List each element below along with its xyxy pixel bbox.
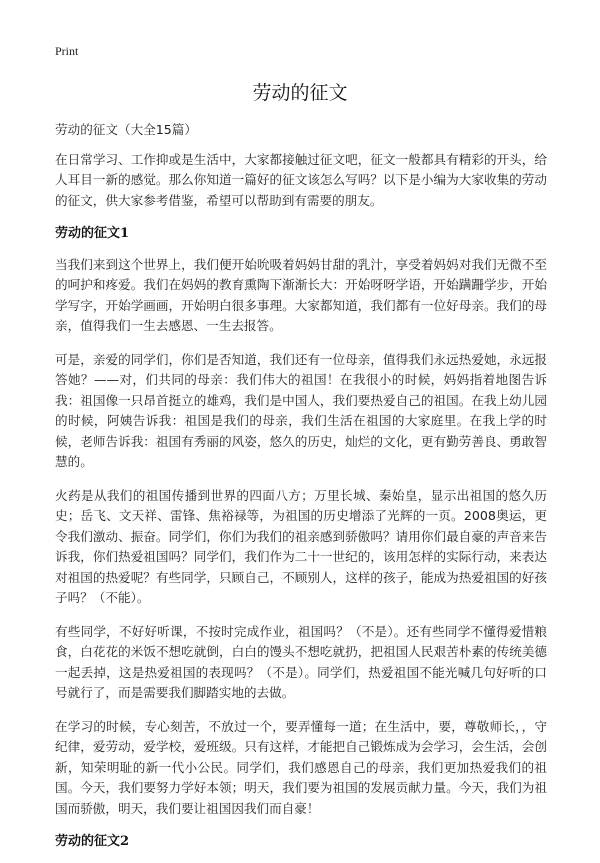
section-heading-2: 劳动的征文2 — [55, 834, 130, 849]
document-body — [55, 120, 547, 863]
section-1-paragraph-2: 可是，亲爱的同学们，你们是否知道，我们还有一位母亲，值得我们永远热爱她，永远报答她？——对，们共同的母亲：我们伟大的祖国！在我很小的时候，妈妈指着地图告诉我：祖国像一只昂首挺立的雄鸡，我们是中国人，我们要热爱自己的祖国。在我上幼儿园的时候，阿姨告诉我：祖国是我们的母亲，我们生活在祖国的大家庭里。在我上学的时候，老师告诉我：祖国有秀丽的风姿，悠久的历史，灿烂的文化，更有勤劳善良、勇敢智慧的。 — [55, 351, 547, 469]
page-title: 劳动的征文 — [252, 82, 348, 104]
intro-paragraph: 在日常学习、工作抑或是生活中，大家都接触过征文吧，征文一般都具有精彩的开头，给人耳目一新的感觉。那么你知道一篇好的征文该怎么写吗？以下是小编为大家收集的劳动的征文，供大家参考借鉴，希望可以帮助到有需要的朋友。 — [55, 151, 547, 208]
section-heading-1: 劳动的征文1 — [55, 226, 130, 241]
section-1-paragraph-4: 有些同学，不好好听课，不按时完成作业，祖国吗？（不是）。还有些同学不懂得爱惜粮食，白花花的米饭不想吃就倒，白白的馒头不想吃就扔，把祖国人民艰苦朴素的传统美德一起丢掉，这是热爱祖国的表现吗？（不是）。同学们，热爱祖国不能光喊几句好听的口号就行了，而是需要我们脚踏实地的去做。 — [55, 623, 547, 700]
section-1-paragraph-5: 在学习的时候，专心刻苦，不放过一个，要弄懂每一道；在生活中，要，尊敬师长，，守纪律，爱劳动，爱学校，爱班级。只有这样，才能把自己锻炼成为会学习，会生活，会创新，知荣明耻的新一代小公民。同学们，我们感恩自己的母亲，我们更加热爱我们的祖国。今天，我们要努力学好本领；明天，我们要为祖国的发展贡献力量。今天，我们为祖国而骄傲，明天，我们要让祖国因我们而自豪！ — [55, 718, 547, 816]
section-1-paragraph-1: 当我们来到这个世界上，我们便开始吮吸着妈妈甘甜的乳汁，享受着妈妈对我们无微不至的呵护和疼爱。我们在妈妈的教育熏陶下渐渐长大：开始呀呀学语，开始蹒跚学步，开始学写字，开始学画画，开始明白很多事理。大家都知道，我们都有一位好母亲。我们的母亲，值得我们一生去感恩、一生去报答。 — [55, 256, 547, 333]
section-1-paragraph-3: 火药是从我们的祖国传播到世界的四面八方；万里长城、秦始皇，显示出祖国的悠久历史；岳飞、文天祥、雷锋、焦裕禄等，为祖国的历史增添了光辉的一页。2008奥运，更令我们激动、振奋。同学们，你们为我们的祖亲感到骄傲吗？请用你们最自豪的声音来告诉我，你们热爱祖国吗？同学们，我们作为二十一世纪的，该用怎样的实际行动，来表达对祖国的热爱呢？有些同学，只顾自己，不顾别人，这样的孩子，能成为热爱祖国的好孩子吗？（不能）。 — [55, 487, 547, 605]
print-link[interactable]: Print — [55, 44, 79, 58]
document-subtitle: 劳动的征文（大全15篇） — [55, 122, 197, 137]
